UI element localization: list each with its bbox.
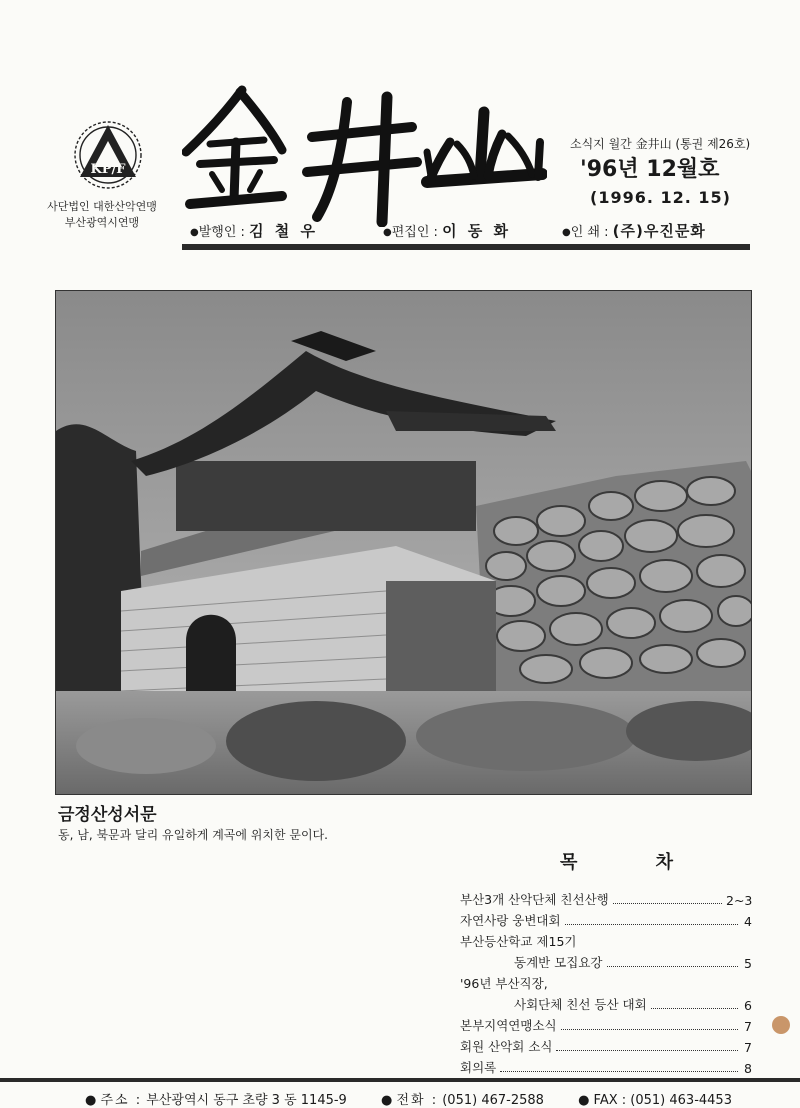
- publisher-name: 김 철 우: [249, 222, 318, 240]
- phone-label: 전화 :: [396, 1093, 439, 1108]
- toc-entry-label: 자연사랑 웅변대회: [460, 913, 561, 928]
- toc-entry-page: 5: [744, 956, 752, 971]
- printer-label: 인 쇄 :: [570, 225, 609, 240]
- org-name-line1: 사단법인 대한산악연맹: [47, 200, 157, 213]
- toc-entry-label: 회의록: [460, 1060, 497, 1075]
- footer: [85, 1089, 785, 1108]
- toc-entry-page: 7: [744, 1040, 752, 1055]
- toc-entry-label: 부산등산학교 제15기: [460, 934, 577, 949]
- toc-heading: 목 차: [560, 852, 710, 873]
- publisher-label: 발행인 :: [198, 225, 245, 240]
- toc-entry[interactable]: [460, 929, 752, 950]
- photo-caption-text: 동, 남, 북문과 달리 유일하게 계곡에 위치한 문이다.: [58, 828, 328, 842]
- toc-entry[interactable]: [460, 992, 752, 1013]
- address-value: 부산광역시 동구 초량 3 동 1145-9: [146, 1093, 347, 1108]
- toc-entry[interactable]: [460, 908, 752, 929]
- toc-entry-label: 동계반 모집요강: [514, 955, 603, 970]
- publisher: ●발행인 : 김 철 우: [190, 222, 318, 240]
- footer-phone: ● 전화 : (051) 467-2588: [380, 1093, 544, 1108]
- toc-entry-label: 회원 산악회 소식: [460, 1039, 553, 1054]
- toc-entry-page: 8: [744, 1061, 752, 1076]
- toc-entry-page: 6: [744, 998, 752, 1013]
- toc-entry[interactable]: [460, 950, 752, 971]
- logo-text: KP/F: [90, 162, 126, 177]
- editor-label: 편집인 :: [391, 225, 438, 240]
- fortress-gate-photo: [55, 290, 752, 795]
- table-of-contents: [460, 887, 752, 1076]
- toc-entry[interactable]: [460, 1013, 752, 1034]
- toc-entry-label: 부산3개 산악단체 친선산행: [460, 892, 609, 907]
- toc-entry-label: 사회단체 친선 등산 대회: [514, 997, 647, 1012]
- toc-entry[interactable]: [460, 887, 752, 908]
- photo-caption-title: 금정산성서문: [58, 805, 157, 825]
- toc-entry[interactable]: [460, 1055, 752, 1076]
- toc-leader: [651, 1008, 738, 1009]
- toc-leader: [561, 1029, 738, 1030]
- toc-entry[interactable]: [460, 1034, 752, 1055]
- printer-name: (주)우진문화: [612, 222, 706, 240]
- newsletter-subtitle: 소식지 월간 金井山 (통권 제26호): [570, 137, 751, 151]
- editor-name: 이 동 화: [442, 222, 511, 240]
- footer-address: ● 주소 : 부산광역시 동구 초량 3 동 1145-9: [85, 1093, 347, 1108]
- org-name-line2: 부산광역시연맹: [64, 216, 140, 229]
- editor: ●편집인 : 이 동 화: [383, 222, 511, 240]
- staff-row: [190, 220, 750, 240]
- fax-label: FAX :: [593, 1093, 627, 1108]
- toc-leader: [500, 1071, 738, 1072]
- masthead-rule: [182, 244, 750, 250]
- toc-entry-label: '96년 부산직장,: [460, 976, 548, 991]
- address-label: 주소 :: [100, 1093, 143, 1108]
- printer: ●인 쇄 : (주)우진문화: [562, 222, 706, 240]
- toc-leader: [565, 924, 738, 925]
- toc-entry-page: 4: [744, 914, 752, 929]
- toc-leader: [556, 1050, 738, 1051]
- paper-stain: [772, 1016, 790, 1034]
- footer-rule: [0, 1078, 800, 1082]
- toc-entry-page: 2~3: [726, 893, 753, 908]
- toc-entry-label: 본부지역연맹소식: [460, 1018, 557, 1033]
- issue-label: '96년 12월호: [580, 157, 720, 182]
- footer-fax: ● FAX : (051) 463-4453: [578, 1093, 732, 1108]
- fax-value: (051) 463-4453: [630, 1093, 732, 1108]
- kpf-logo: [58, 115, 158, 195]
- toc-leader: [613, 903, 722, 904]
- toc-leader: [607, 966, 739, 967]
- toc-entry-page: 7: [744, 1019, 752, 1034]
- title-calligraphy: [182, 82, 547, 227]
- phone-value: (051) 467-2588: [442, 1093, 544, 1108]
- issue-date: (1996. 12. 15): [590, 188, 731, 207]
- toc-entry[interactable]: [460, 971, 752, 992]
